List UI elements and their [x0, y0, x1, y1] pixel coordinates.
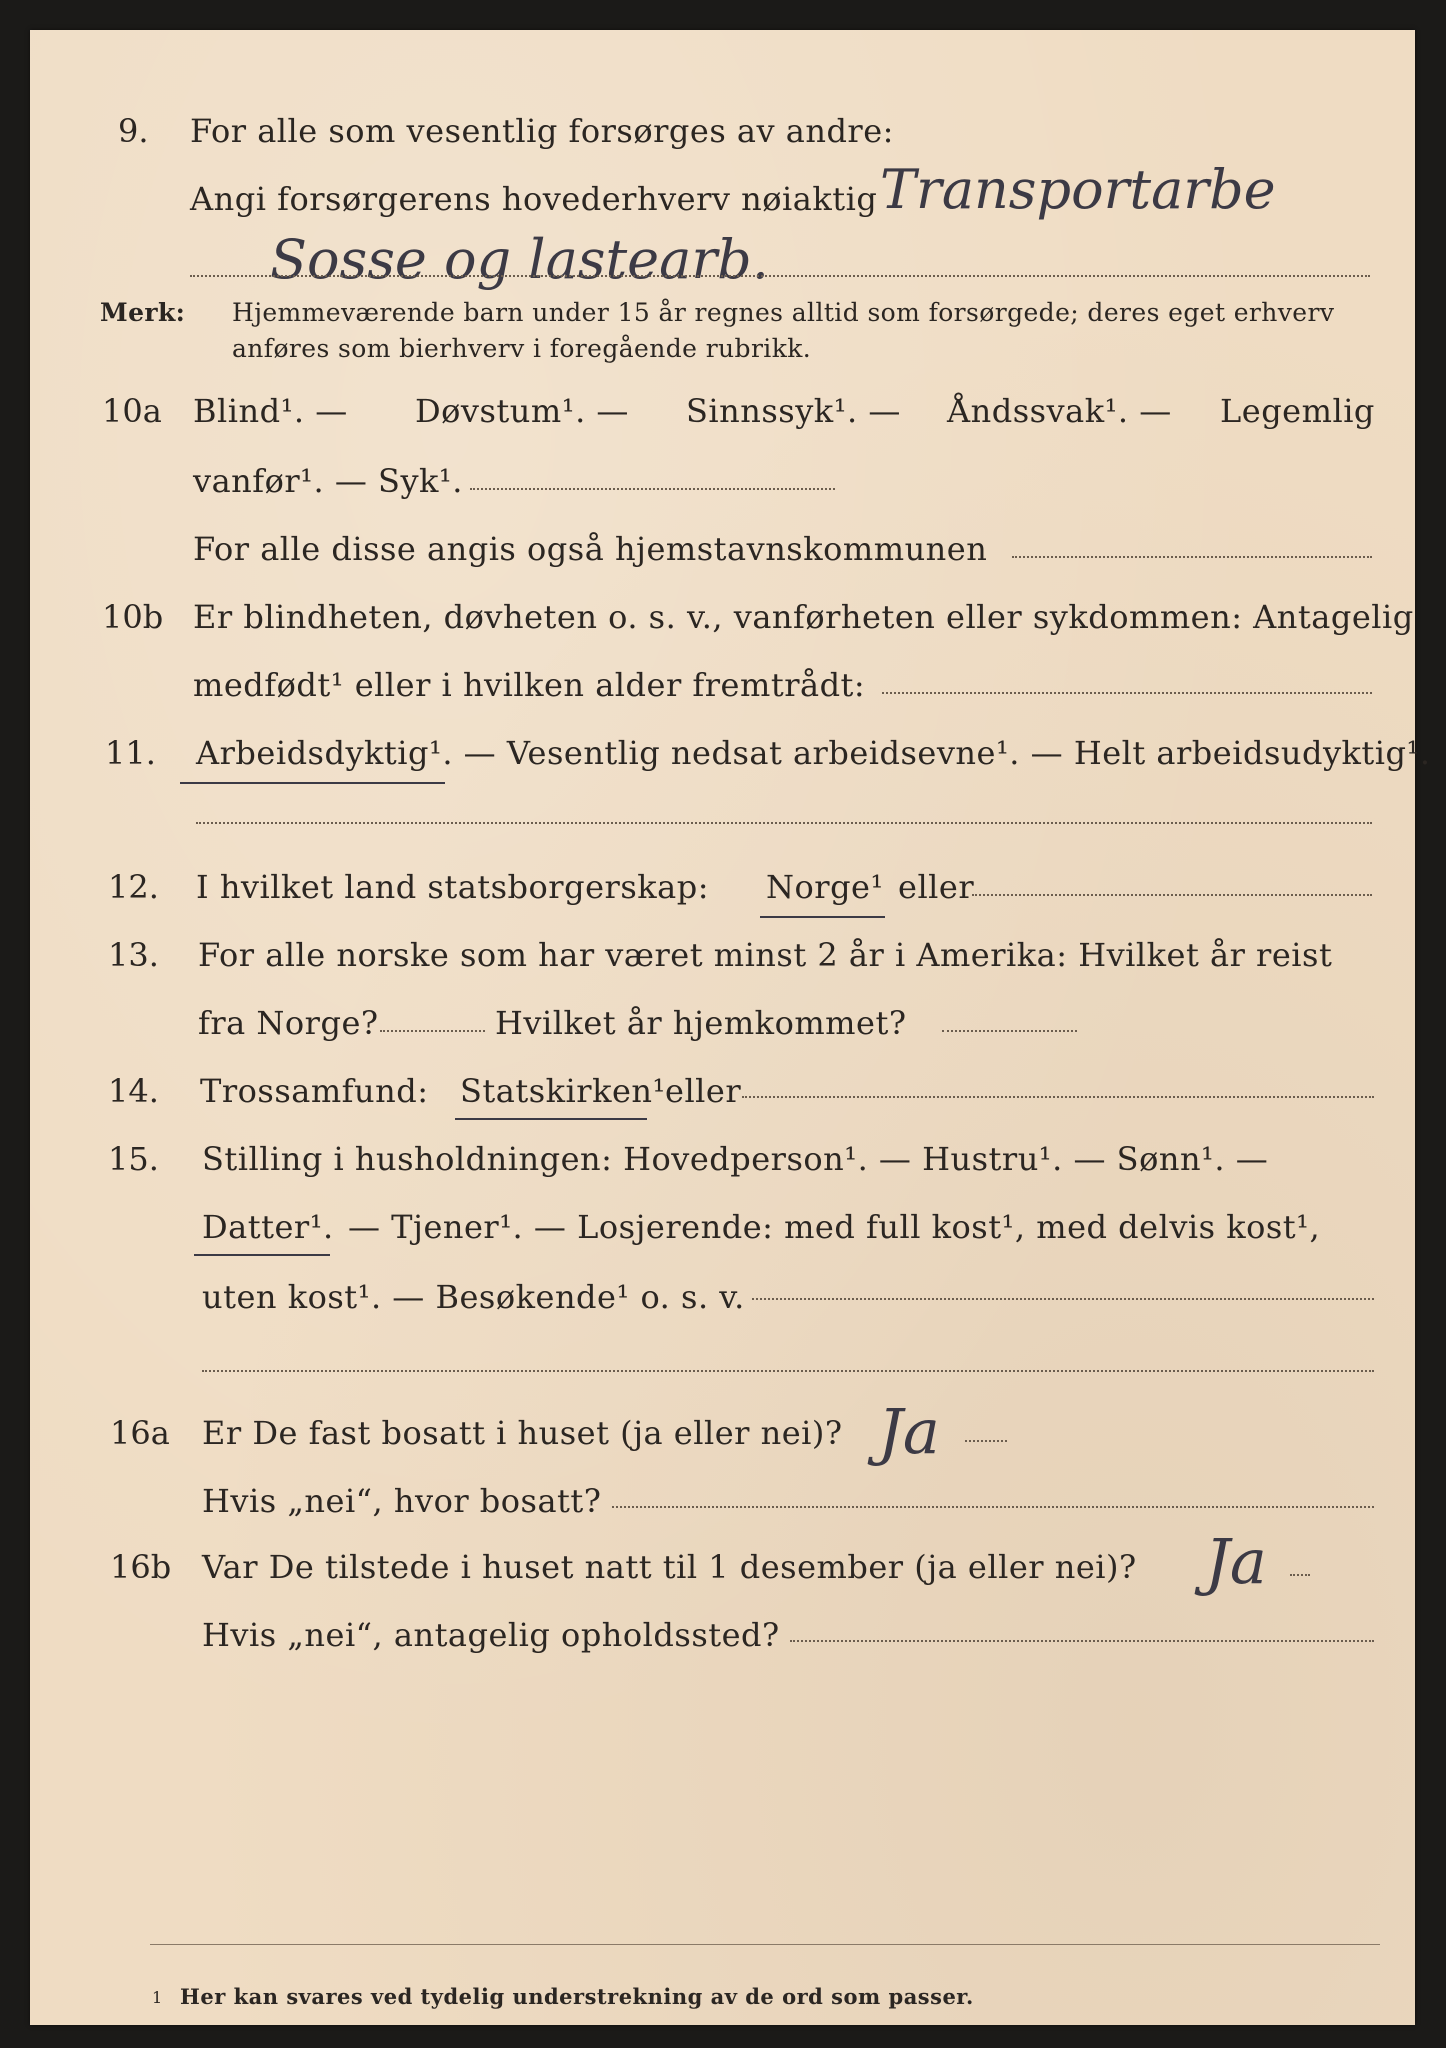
q15-line1: Stilling i husholdningen: Hovedperson¹. — Hustru¹. — Sønn¹. — — [202, 1140, 1269, 1178]
q9-number: 9. — [118, 112, 149, 150]
q16b-opholdssted-answer-line — [790, 1640, 1374, 1642]
q13-number: 13. — [108, 936, 159, 974]
q10a-syk-answer-line — [470, 488, 835, 490]
q9-line2: Angi forsørgerens hovederhverv nøiaktig — [190, 180, 878, 218]
q13-hjemkommet-answer-line — [942, 1030, 1077, 1032]
q16b-line2: Hvis „nei“, antagelig opholdssted? — [202, 1616, 780, 1654]
q12-norge-underline — [760, 916, 885, 918]
q14-statskirken: Statskirken¹ — [460, 1072, 666, 1110]
q16a-handwritten-answer: Ja — [878, 1395, 940, 1468]
q10a-legemlig: Legemlig — [1220, 392, 1375, 430]
q13-reist-answer-line — [380, 1030, 485, 1032]
q9-line1: For alle som vesentlig forsørges av andre: — [190, 112, 894, 150]
q10a-line3: For alle disse angis også hjemstavnskommunen — [193, 530, 988, 568]
q13-line2b: Hvilket år hjemkommet? — [495, 1004, 907, 1042]
q14-eller: eller — [665, 1072, 742, 1110]
q10a-sinnssyk: Sinnssyk¹. — — [686, 392, 901, 430]
q10b-line1: Er blindheten, døvheten o. s. v., vanførheten eller sykdommen: Antagelig — [193, 598, 1414, 636]
q12-eller: eller — [898, 868, 975, 906]
q14-number: 14. — [108, 1072, 159, 1110]
q10b-number: 10b — [102, 598, 164, 636]
q15-datter: Datter¹. — [202, 1208, 334, 1246]
q13-line1: For alle norske som har været minst 2 år i Amerika: Hvilket år reist — [198, 936, 1333, 974]
q16a-line1: Er De fast bosatt i huset (ja eller nei)? — [202, 1414, 843, 1452]
q11-number: 11. — [105, 734, 156, 772]
q16b-handwritten-answer: Ja — [1205, 1525, 1267, 1598]
q16a-answer-line — [965, 1440, 1007, 1442]
q9-handwritten-answer-1: Transportarbe — [880, 158, 1276, 221]
q15-line2-rest: — Tjener¹. — Losjerende: med full kost¹, med delvis kost¹, — [348, 1208, 1321, 1246]
q10a-number: 10a — [102, 392, 162, 430]
q16b-number: 16b — [110, 1548, 172, 1586]
q14-label: Trossamfund: — [200, 1072, 429, 1110]
q15-number: 15. — [108, 1140, 159, 1178]
q15-line3: uten kost¹. — Besøkende¹ o. s. v. — [202, 1278, 745, 1316]
q15-answer-line-2 — [202, 1370, 1374, 1372]
q9-answer-line — [190, 275, 1370, 277]
q12-norge: Norge¹ — [766, 868, 884, 906]
note-label: Merk: — [100, 298, 186, 327]
q10a-dovstum: Døvstum¹. — — [415, 392, 629, 430]
q10a-blind: Blind¹. — — [193, 392, 348, 430]
q16a-line2: Hvis „nei“, hvor bosatt? — [202, 1482, 602, 1520]
q11-line1: Arbeidsdyktig¹. — Vesentlig nedsat arbeidsevne¹. — Helt arbeidsudyktig¹. — [196, 734, 1431, 772]
q10a-line2: vanfør¹. — Syk¹. — [193, 462, 463, 500]
q9-handwritten-answer-2: Sosse og lastearb. — [270, 228, 769, 291]
q12-number: 12. — [108, 868, 159, 906]
q16a-number: 16a — [110, 1414, 170, 1452]
q12-answer-line — [972, 894, 1372, 896]
q15-datter-underline — [194, 1254, 330, 1256]
q16b-line1: Var De tilstede i huset natt til 1 desember (ja eller nei)? — [202, 1548, 1137, 1586]
note-line1: Hjemmeværende barn under 15 år regnes alltid som forsørgede; deres eget erhverv — [232, 298, 1335, 327]
q14-answer-line — [742, 1096, 1374, 1098]
q15-answer-line — [752, 1298, 1374, 1300]
q10b-line2: medfødt¹ eller i hvilken alder fremtrådt: — [193, 666, 866, 704]
q16a-bosatt-answer-line — [612, 1506, 1374, 1508]
footnote-rule — [150, 1944, 1380, 1945]
q13-line2a: fra Norge? — [198, 1004, 379, 1042]
footnote-text: Her kan svares ved tydelig understrekning av de ord som passer. — [180, 1984, 974, 2009]
q10b-answer-line — [882, 692, 1372, 694]
q10a-andssvak: Åndssvak¹. — — [947, 392, 1172, 430]
q12-line1: I hvilket land statsborgerskap: — [196, 868, 709, 906]
q16b-answer-line — [1290, 1574, 1310, 1576]
note-line2: anføres som bierhverv i foregående rubrikk. — [232, 334, 812, 363]
q10a-hjemstavn-answer-line — [1012, 556, 1372, 558]
footnote-mark: 1 — [152, 1988, 163, 2007]
q11-answer-line — [196, 822, 1372, 824]
q11-arbeidsdyktig-underline — [180, 782, 445, 784]
q14-statskirken-underline — [455, 1118, 647, 1120]
